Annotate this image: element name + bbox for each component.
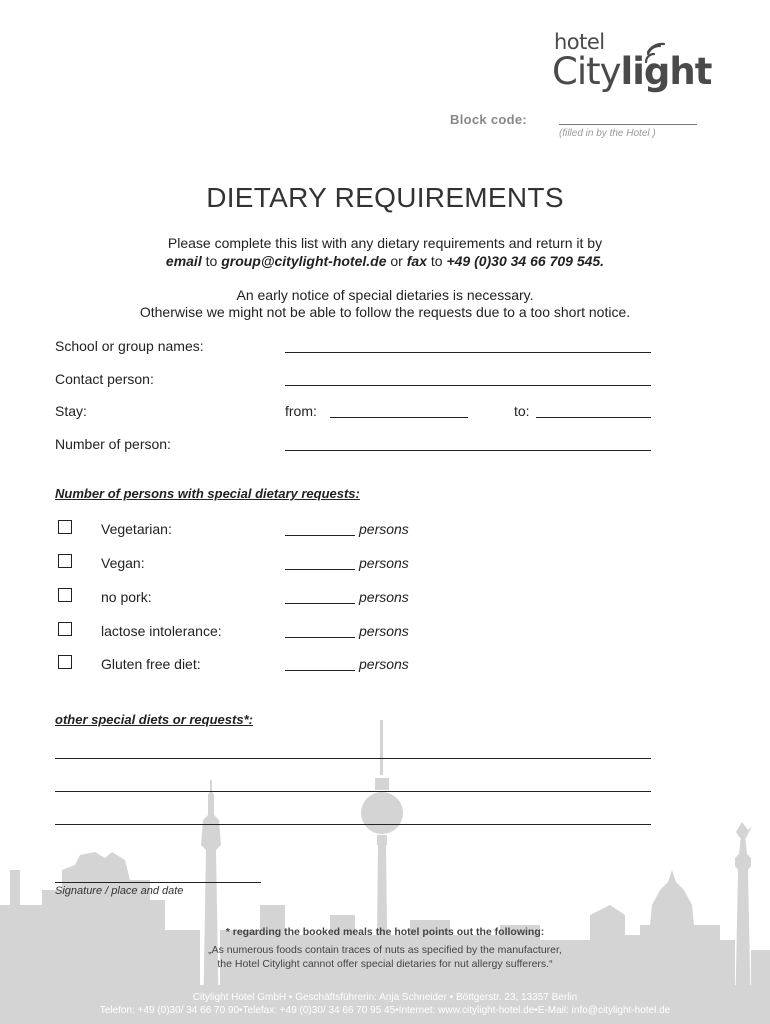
or-word: or xyxy=(390,253,403,269)
block-code-note: (filled in by the Hotel ) xyxy=(559,128,656,139)
from-field[interactable] xyxy=(330,417,468,418)
logo-wordmark xyxy=(552,50,711,93)
other-requests-line-1[interactable] xyxy=(55,758,651,759)
company-info-line-2: Telefon: +49 (0)30/ 34 66 70 90•Telefax: +49 (0)30/ 34 66 70 95 45•Internet: www.citylight-hotel.de•E-Mail: info@citylight-hotel.de xyxy=(99,1005,671,1016)
number-label: Number of person: xyxy=(55,436,171,452)
lactose-checkbox[interactable] xyxy=(58,622,72,636)
school-field[interactable] xyxy=(285,352,651,353)
to-label: to: xyxy=(514,403,530,419)
to-word: to xyxy=(205,253,218,269)
logo-hotel-text: hotel xyxy=(554,30,605,54)
no-pork-checkbox[interactable] xyxy=(58,588,72,602)
page-title: DIETARY REQUIREMENTS xyxy=(206,182,564,213)
school-label: School or group names: xyxy=(55,338,204,354)
footnote-quote-2: the Hotel Citylight cannot offer special dietaries for nut allergy sufferers.“ xyxy=(217,958,553,970)
vegan-unit: persons xyxy=(359,555,409,571)
lactose-count-field[interactable] xyxy=(285,637,355,638)
contact-field[interactable] xyxy=(285,385,651,386)
other-requests-line-3[interactable] xyxy=(55,824,651,825)
contact-label: Contact person: xyxy=(55,371,154,387)
to-field[interactable] xyxy=(536,417,651,418)
notice-line-2: Otherwise we might not be able to follow the requests due to a too short notice. xyxy=(139,304,631,320)
company-info-line-1: Citylight Hotel GmbH • Geschäftsführerin: Anja Schneider • Böttgerstr. 23, 13357 Berlin xyxy=(192,992,578,1003)
vegetarian-unit: persons xyxy=(359,521,409,537)
email-word: email xyxy=(165,253,202,269)
special-diets-heading: Number of persons with special dietary requests: xyxy=(55,486,360,501)
to-word-2: to xyxy=(430,253,443,269)
footnote-title: * regarding the booked meals the hotel points out the following: xyxy=(225,926,545,938)
email-address[interactable]: group@citylight-hotel.de xyxy=(221,253,387,269)
block-code-label: Block code: xyxy=(450,112,527,127)
signature-label: Signature / place and date xyxy=(55,885,184,897)
vegetarian-label: Vegetarian: xyxy=(101,521,172,537)
notice-line-1: An early notice of special dietaries is necessary. xyxy=(236,287,534,303)
from-label: from: xyxy=(285,403,317,419)
intro-line-2 xyxy=(0,253,770,269)
lactose-unit: persons xyxy=(359,623,409,639)
gluten-free-unit: persons xyxy=(359,656,409,672)
vegetarian-checkbox[interactable] xyxy=(58,520,72,534)
no-pork-count-field[interactable] xyxy=(285,603,355,604)
block-code-field[interactable] xyxy=(559,124,697,125)
logo-light: light xyxy=(620,50,712,93)
lactose-label: lactose intolerance: xyxy=(101,623,222,639)
vegetarian-count-field[interactable] xyxy=(285,535,355,536)
other-requests-line-2[interactable] xyxy=(55,791,651,792)
intro-line-1: Please complete this list with any dietary requirements and return it by xyxy=(167,235,603,251)
number-field[interactable] xyxy=(285,450,651,451)
logo-city: City xyxy=(552,50,621,93)
gluten-free-label: Gluten free diet: xyxy=(101,656,201,672)
vegan-label: Vegan: xyxy=(101,555,145,571)
gluten-free-checkbox[interactable] xyxy=(58,655,72,669)
signature-field[interactable] xyxy=(55,882,261,883)
fax-word: fax xyxy=(406,253,427,269)
footnote-quote-1: „As numerous foods contain traces of nuts as specified by the manufacturer, xyxy=(208,944,562,956)
gluten-free-count-field[interactable] xyxy=(285,670,355,671)
vegan-count-field[interactable] xyxy=(285,569,355,570)
stay-label: Stay: xyxy=(55,403,87,419)
fax-number: +49 (0)30 34 66 709 545. xyxy=(446,253,605,269)
vegan-checkbox[interactable] xyxy=(58,554,72,568)
other-requests-heading: other special diets or requests*: xyxy=(55,712,253,727)
no-pork-label: no pork: xyxy=(101,589,152,605)
no-pork-unit: persons xyxy=(359,589,409,605)
